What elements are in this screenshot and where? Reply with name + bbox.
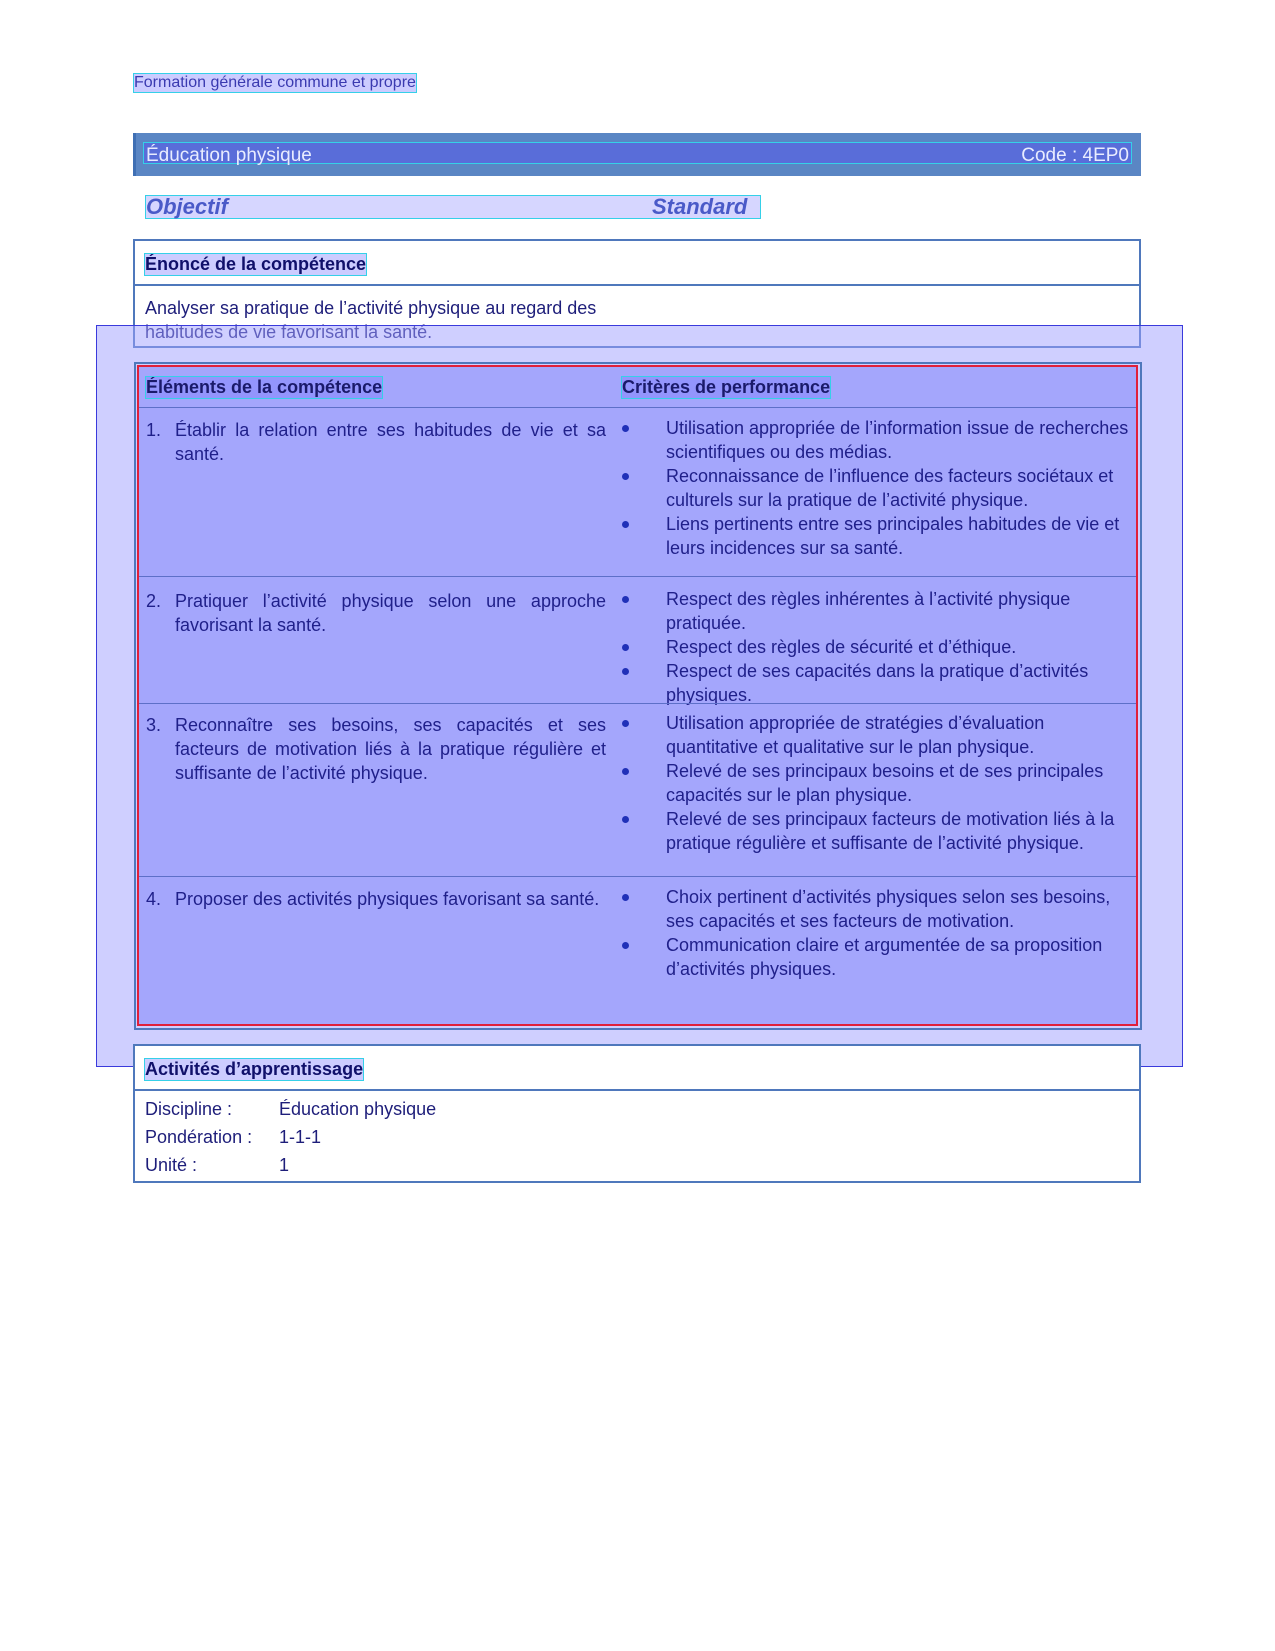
criteria-item: Liens pertinents entre ses principales habitudes de vie et leurs incidences sur sa santé. [622, 512, 1132, 560]
objective-standard-row [146, 196, 760, 218]
criteria-list-1 [622, 416, 1132, 560]
divider [135, 1089, 1139, 1091]
criteria-item: Reconnaissance de l’influence des facteurs sociétaux et culturels sur la pratique de l’activité physique. [622, 464, 1132, 512]
learning-activities-title: Activités d’apprentissage [145, 1059, 364, 1079]
row-separator [139, 876, 1136, 877]
element-number: 2. [146, 591, 162, 611]
ponderation-label: Pondération : [145, 1127, 253, 1147]
element-text: Établir la relation entre ses habitudes de vie et sa santé. [175, 420, 606, 464]
element-row-4 [146, 887, 606, 911]
bullet-icon [622, 473, 629, 480]
column-header-elements: Éléments de la compétence [146, 377, 383, 397]
bullet-icon [622, 596, 629, 603]
unite-line [145, 1155, 289, 1176]
element-text: Pratiquer l’activité physique selon une approche favorisant la santé. [175, 591, 606, 635]
element-row-3 [146, 713, 606, 785]
bullet-icon [622, 668, 629, 675]
course-header-bar [133, 133, 1141, 176]
discipline-value: Éducation physique [279, 1099, 437, 1119]
standard-label: Standard [652, 194, 748, 219]
element-number: 3. [146, 715, 162, 735]
objective-label: Objectif [146, 194, 228, 219]
competency-table [137, 365, 1138, 1026]
column-header-criteres: Critères de performance [622, 377, 831, 397]
criteria-item: Choix pertinent d’activités physiques selon ses besoins, ses capacités et ses facteurs de motivation. [622, 885, 1132, 933]
discipline-line [145, 1099, 436, 1120]
row-separator [139, 703, 1136, 704]
ponderation-line [145, 1127, 321, 1148]
bullet-icon [622, 768, 629, 775]
criteria-list-4 [622, 885, 1132, 981]
element-number: 4. [146, 889, 162, 909]
criteria-item: Respect de ses capacités dans la pratique d’activités physiques. [622, 659, 1132, 707]
criteria-item: Utilisation appropriée de l’information issue de recherches scientifiques ou des médias. [622, 416, 1132, 464]
course-title: Éducation physique [146, 145, 312, 166]
row-separator [139, 576, 1136, 577]
document-header-note: Formation générale commune et propre [134, 74, 416, 91]
element-text: Proposer des activités physiques favorisant sa santé. [175, 889, 600, 909]
bullet-icon [622, 942, 629, 949]
element-text: Reconnaître ses besoins, ses capacités et ses facteurs de motivation liés à la pratique régulière et suffisante de l’activité physique. [175, 715, 606, 783]
criteria-item: Respect des règles inhérentes à l’activité physique pratiquée. [622, 587, 1132, 635]
unite-value: 1 [279, 1155, 290, 1175]
course-code: Code : 4EP0 [1021, 145, 1129, 166]
unite-label: Unité : [145, 1155, 198, 1175]
bullet-icon [622, 816, 629, 823]
divider [135, 284, 1139, 286]
discipline-label: Discipline : [145, 1099, 233, 1119]
criteria-item: Communication claire et argumentée de sa proposition d’activités physiques. [622, 933, 1132, 981]
criteria-item: Relevé de ses principaux besoins et de ses principales capacités sur le plan physique. [622, 759, 1132, 807]
bullet-icon [622, 425, 629, 432]
element-number: 1. [146, 420, 162, 440]
bullet-icon [622, 644, 629, 651]
criteria-list-2 [622, 587, 1132, 707]
bullet-icon [622, 894, 629, 901]
bullet-icon [622, 720, 629, 727]
element-row-1 [146, 418, 606, 466]
ponderation-value: 1-1-1 [279, 1127, 322, 1147]
criteria-item: Relevé de ses principaux facteurs de motivation liés à la pratique régulière et suffisante de l’activité physique. [622, 807, 1132, 855]
learning-activities-box [133, 1044, 1141, 1183]
criteria-item: Utilisation appropriée de stratégies d’évaluation quantitative et qualitative sur le plan physique. [622, 711, 1132, 759]
criteria-item: Respect des règles de sécurité et d’éthique. [622, 635, 1132, 659]
competency-statement-title: Énoncé de la compétence [145, 254, 367, 274]
row-separator [139, 407, 1136, 408]
criteria-list-3 [622, 711, 1132, 855]
bullet-icon [622, 521, 629, 528]
competency-statement-text: Analyser sa pratique de l’activité physique au regard des [145, 298, 597, 318]
element-row-2 [146, 589, 606, 637]
